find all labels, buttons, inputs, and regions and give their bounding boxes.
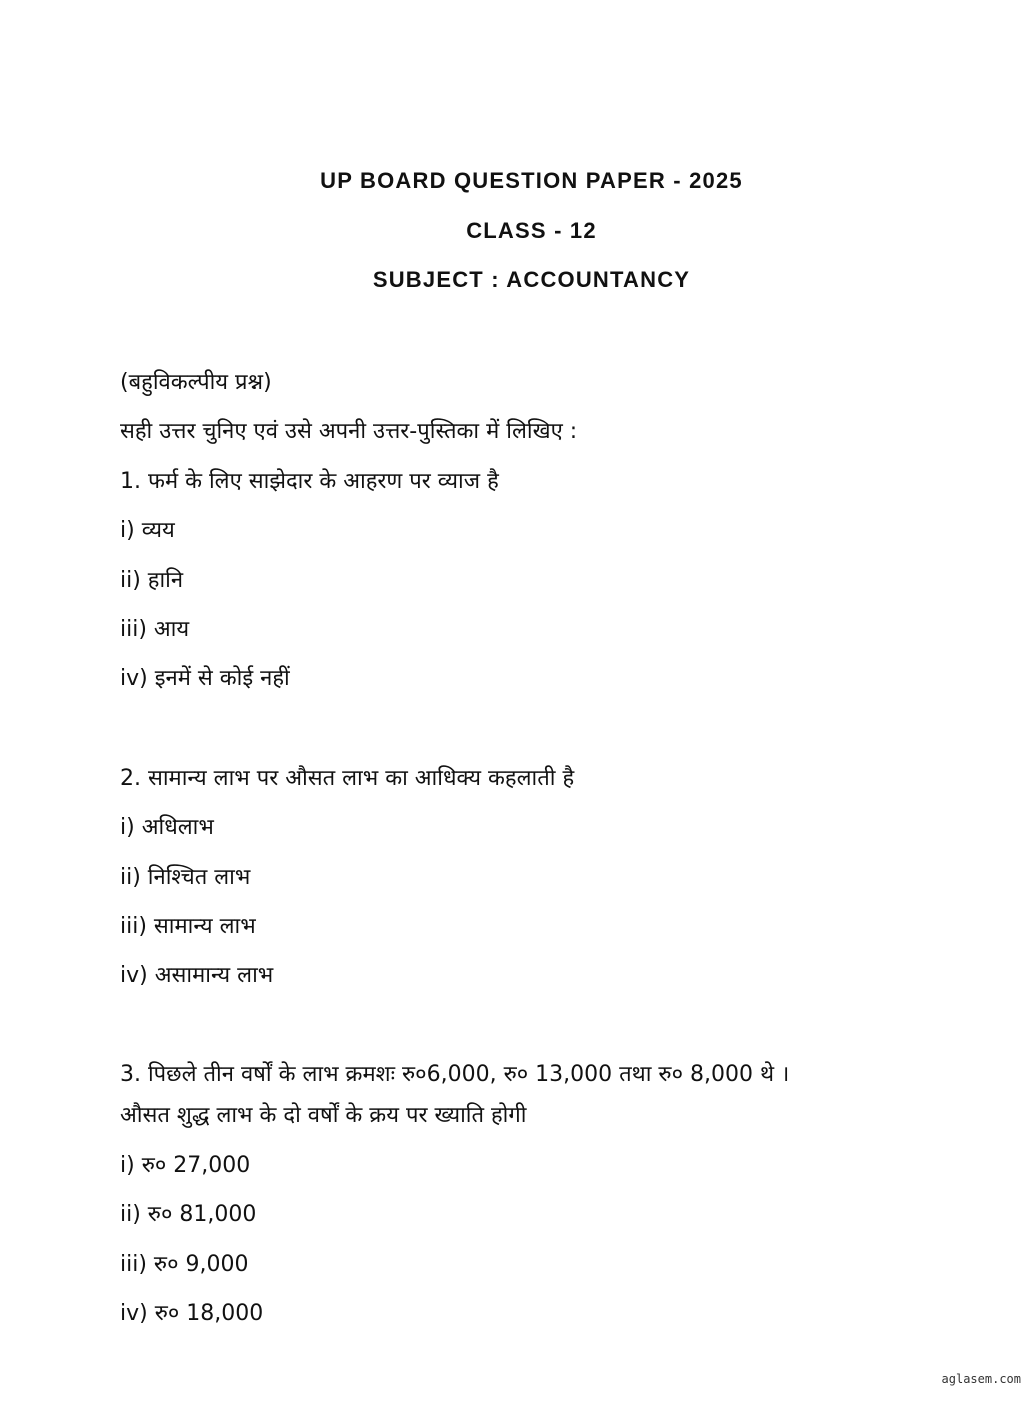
- question-3-option-2: ii) रु० 81,000: [120, 1202, 257, 1227]
- question-3-option-3: iii) रु० 9,000: [120, 1252, 249, 1277]
- instruction-text: सही उत्तर चुनिए एवं उसे अपनी उत्तर-पुस्तिका में लिखिए :: [120, 419, 578, 444]
- class-heading: CLASS - 12: [466, 218, 597, 243]
- question-1-option-4: iv) इनमें से कोई नहीं: [120, 666, 290, 691]
- watermark-text: aglasem.com: [941, 1372, 1021, 1386]
- question-1-text: 1. फर्म के लिए साझेदार के आहरण पर व्याज है: [120, 469, 499, 494]
- question-1-option-1: i) व्यय: [120, 518, 175, 543]
- question-2-option-3: iii) सामान्य लाभ: [120, 914, 256, 939]
- subject-heading: SUBJECT : ACCOUNTANCY: [372, 267, 691, 292]
- section-label: (बहुविकल्पीय प्रश्न): [120, 370, 272, 395]
- question-2-option-1: i) अधिलाभ: [120, 815, 214, 840]
- question-1-option-2: ii) हानि: [120, 568, 184, 593]
- paper-title: UP BOARD QUESTION PAPER - 2025: [320, 168, 743, 193]
- question-1-option-3: iii) आय: [120, 617, 190, 642]
- question-3-text-continued: औसत शुद्ध लाभ के दो वर्षों के क्रय पर ख्याति होगी: [120, 1103, 527, 1128]
- question-2-option-4: iv) असामान्य लाभ: [120, 963, 274, 988]
- question-3-option-1: i) रु० 27,000: [120, 1153, 251, 1178]
- question-3-option-4: iv) रु० 18,000: [120, 1301, 264, 1326]
- question-3-text: 3. पिछले तीन वर्षों के लाभ क्रमशः रु०6,000, रु० 13,000 तथा रु० 8,000 थे ।: [120, 1062, 790, 1087]
- question-2-option-2: ii) निश्चित लाभ: [120, 865, 251, 890]
- question-2-text: 2. सामान्य लाभ पर औसत लाभ का आधिक्य कहलाती है: [120, 766, 575, 791]
